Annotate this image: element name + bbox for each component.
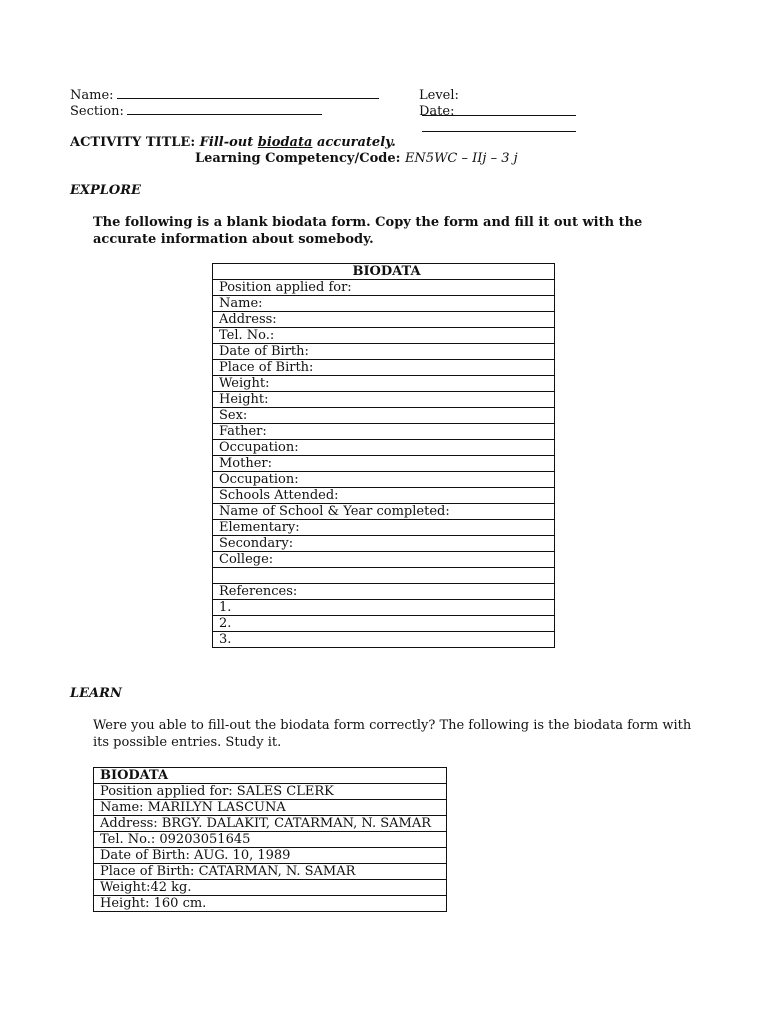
form-row xyxy=(213,488,555,504)
form-row xyxy=(213,504,555,520)
form-field[interactable] xyxy=(213,568,555,584)
activity-title xyxy=(70,135,396,150)
form-field[interactable]: Name: xyxy=(213,296,555,312)
form-row xyxy=(213,600,555,616)
form-field[interactable]: References: xyxy=(213,584,555,600)
form-field[interactable]: Father: xyxy=(213,424,555,440)
form-row xyxy=(213,424,555,440)
form-field[interactable]: Tel. No.: 09203051645 xyxy=(94,832,447,848)
form-field[interactable]: Address: BRGY. DALAKIT, CATARMAN, N. SAMAR xyxy=(94,816,447,832)
explore-heading: EXPLORE xyxy=(70,183,141,198)
form-row xyxy=(213,392,555,408)
explore-instruction: The following is a blank biodata form. Copy the form and fill it out with the accurate information about somebody. xyxy=(93,215,643,247)
form-title: BIODATA xyxy=(94,768,447,784)
form-field[interactable]: 1. xyxy=(213,600,555,616)
form-row xyxy=(213,376,555,392)
form-field[interactable]: 2. xyxy=(213,616,555,632)
form-field[interactable]: Position applied for: SALES CLERK xyxy=(94,784,447,800)
form-field[interactable]: Occupation: xyxy=(213,440,555,456)
form-row xyxy=(94,880,447,896)
form-field[interactable]: Tel. No.: xyxy=(213,328,555,344)
form-row xyxy=(213,472,555,488)
form-field[interactable]: Weight:42 kg. xyxy=(94,880,447,896)
learning-competency xyxy=(195,151,518,166)
form-row xyxy=(213,552,555,568)
form-row xyxy=(213,344,555,360)
form-row xyxy=(213,520,555,536)
form-field[interactable]: Place of Birth: CATARMAN, N. SAMAR xyxy=(94,864,447,880)
form-field[interactable]: Height: xyxy=(213,392,555,408)
form-field[interactable]: Place of Birth: xyxy=(213,360,555,376)
section-label: Section: xyxy=(70,104,124,119)
form-field[interactable]: Occupation: xyxy=(213,472,555,488)
form-row xyxy=(213,584,555,600)
form-field[interactable]: Schools Attended: xyxy=(213,488,555,504)
form-field[interactable]: Date of Birth: AUG. 10, 1989 xyxy=(94,848,447,864)
name-label: Name: xyxy=(70,88,114,103)
form-field[interactable]: Name: MARILYN LASCUNA xyxy=(94,800,447,816)
date-blank[interactable] xyxy=(422,120,576,132)
activity-title-underlined: biodata xyxy=(257,135,313,150)
form-field[interactable]: Elementary: xyxy=(213,520,555,536)
form-row xyxy=(94,784,447,800)
form-header-row xyxy=(94,768,447,784)
section-date-row xyxy=(70,103,455,120)
form-row xyxy=(213,568,555,584)
sample-biodata-form xyxy=(93,767,447,912)
activity-title-label: ACTIVITY TITLE: xyxy=(70,135,196,150)
form-row xyxy=(94,800,447,816)
section-blank[interactable] xyxy=(127,103,322,115)
date-label: Date: xyxy=(419,104,455,119)
form-field[interactable]: Position applied for: xyxy=(213,280,555,296)
level-label: Level: xyxy=(419,88,459,103)
form-row xyxy=(213,456,555,472)
activity-title-part2: accurately. xyxy=(316,135,396,150)
blank-biodata-form xyxy=(212,263,555,648)
form-row xyxy=(213,296,555,312)
form-field[interactable]: Mother: xyxy=(213,456,555,472)
form-row xyxy=(213,408,555,424)
form-field[interactable]: Height: 160 cm. xyxy=(94,896,447,912)
form-row xyxy=(213,360,555,376)
name-blank[interactable] xyxy=(117,87,379,99)
name-level-row xyxy=(70,87,459,104)
form-field[interactable]: Weight: xyxy=(213,376,555,392)
activity-title-part1: Fill-out xyxy=(199,135,254,150)
form-field[interactable]: Sex: xyxy=(213,408,555,424)
form-field[interactable]: Name of School & Year completed: xyxy=(213,504,555,520)
form-field[interactable]: Secondary: xyxy=(213,536,555,552)
form-row xyxy=(94,896,447,912)
form-row xyxy=(213,440,555,456)
form-row xyxy=(213,312,555,328)
form-row xyxy=(94,848,447,864)
learn-heading: LEARN xyxy=(70,686,122,701)
competency-label: Learning Competency/Code: xyxy=(195,151,401,166)
form-field[interactable]: Address: xyxy=(213,312,555,328)
form-row xyxy=(94,832,447,848)
form-field[interactable]: College: xyxy=(213,552,555,568)
form-row xyxy=(213,616,555,632)
form-field[interactable]: Date of Birth: xyxy=(213,344,555,360)
form-row xyxy=(94,816,447,832)
form-row xyxy=(213,328,555,344)
form-row xyxy=(213,536,555,552)
form-row xyxy=(213,632,555,648)
form-header-row xyxy=(213,264,555,280)
competency-code: EN5WC – IIj – 3 j xyxy=(404,151,518,166)
form-field[interactable]: 3. xyxy=(213,632,555,648)
form-row xyxy=(94,864,447,880)
learn-instruction: Were you able to fill-out the biodata form correctly? The following is the biodata form with its possible entries. Study it. xyxy=(93,718,692,750)
form-title: BIODATA xyxy=(213,264,555,280)
form-row xyxy=(213,280,555,296)
